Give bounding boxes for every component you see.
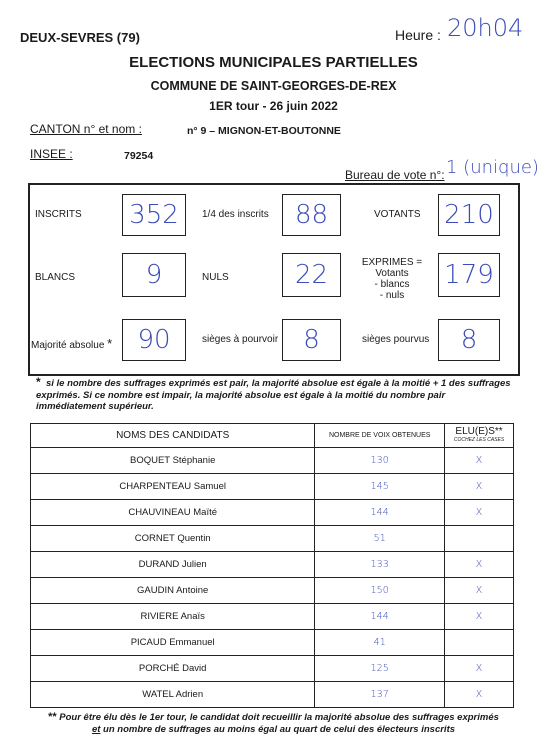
inscrits-label: INSCRITS xyxy=(35,209,82,220)
elected-checkbox[interactable]: X xyxy=(445,682,514,708)
quart-inscrits-value: 88 xyxy=(294,200,329,230)
election-round: 1ER tour - 26 juin 2022 xyxy=(209,99,338,113)
table-row xyxy=(31,630,514,656)
exprimes-value: 179 xyxy=(444,260,494,290)
col-votes-header: NOMBRE DE VOIX OBTENUES xyxy=(315,424,445,448)
votants-label: VOTANTS xyxy=(374,209,421,220)
candidate-name: GAUDIN Antoine xyxy=(31,578,315,604)
candidate-name: PORCHÉ David xyxy=(31,656,315,682)
candidate-votes: 133 xyxy=(315,552,445,578)
bureau-label: Bureau de vote n°: xyxy=(345,168,445,182)
candidate-votes: 125 xyxy=(315,656,445,682)
col-elu-header: ELU(E)S** COCHEZ LES CASES xyxy=(445,424,514,448)
table-row xyxy=(31,604,514,630)
nuls-value: 22 xyxy=(294,260,329,290)
majority-footnote: * si le nombre des suffrages exprimés est pair, la majorité absolue est égale à la moitié + 1 des suffrages exprimés. Si ce nombre est impair, la majorité absolue est égale à la moitié du nombre pair immédiatement supérieur. xyxy=(36,375,511,412)
candidate-votes: 41 xyxy=(315,630,445,656)
table-row xyxy=(31,474,514,500)
candidate-name: WATEL Adrien xyxy=(31,682,315,708)
candidate-votes: 144 xyxy=(315,500,445,526)
elected-checkbox[interactable]: X xyxy=(445,656,514,682)
sieges-pourvus-value: 8 xyxy=(460,325,478,355)
candidate-name: PICAUD Emmanuel xyxy=(31,630,315,656)
table-header-row xyxy=(31,424,514,448)
exprimes-label: EXPRIMES = Votants - blancs - nuls xyxy=(361,257,423,301)
nuls-label: NULS xyxy=(202,272,229,283)
elected-checkbox[interactable]: X xyxy=(445,474,514,500)
elected-checkbox[interactable]: X xyxy=(445,552,514,578)
candidate-name: RIVIERE Anaïs xyxy=(31,604,315,630)
table-row xyxy=(31,448,514,474)
bureau-value: 1 (unique) xyxy=(446,157,539,178)
candidate-name: BOQUET Stéphanie xyxy=(31,448,315,474)
candidate-name: DURAND Julien xyxy=(31,552,315,578)
department: DEUX-SEVRES (79) xyxy=(20,30,140,45)
page-title: ELECTIONS MUNICIPALES PARTIELLES xyxy=(129,54,418,71)
majorite-value: 90 xyxy=(137,325,171,355)
candidate-votes: 137 xyxy=(315,682,445,708)
candidate-name: CHARPENTEAU Samuel xyxy=(31,474,315,500)
blancs-label: BLANCS xyxy=(35,272,76,283)
elected-checkbox[interactable]: X xyxy=(445,448,514,474)
candidate-votes: 51 xyxy=(315,526,445,552)
sieges-pourvoir-label: sièges à pourvoir xyxy=(202,334,279,345)
candidate-votes: 130 xyxy=(315,448,445,474)
time-value: 20h04 xyxy=(447,14,524,42)
time-label: Heure : xyxy=(395,27,441,43)
insee-label: INSEE : xyxy=(30,147,73,161)
table-row xyxy=(31,552,514,578)
inscrits-value: 352 xyxy=(129,200,179,230)
sieges-pourvoir-value: 8 xyxy=(303,325,320,355)
blancs-value: 9 xyxy=(145,260,163,290)
elected-checkbox[interactable] xyxy=(445,630,514,656)
commune-name: COMMUNE DE SAINT-GEORGES-DE-REX xyxy=(150,79,397,93)
table-row xyxy=(31,578,514,604)
canton-label: CANTON n° et nom : xyxy=(30,122,142,136)
col-names-header: NOMS DES CANDIDATS xyxy=(31,424,315,448)
candidate-votes: 150 xyxy=(315,578,445,604)
majorite-label: Majorité absolue * xyxy=(31,336,113,351)
elected-checkbox[interactable]: X xyxy=(445,500,514,526)
candidates-table xyxy=(30,423,514,708)
candidate-name: CORNET Quentin xyxy=(31,526,315,552)
elected-checkbox[interactable]: X xyxy=(445,604,514,630)
table-row xyxy=(31,526,514,552)
candidate-votes: 145 xyxy=(315,474,445,500)
table-row xyxy=(31,656,514,682)
quart-inscrits-label: 1/4 des inscrits xyxy=(202,209,269,220)
votants-value: 210 xyxy=(444,200,494,230)
candidate-name: CHAUVINEAU Maïté xyxy=(31,500,315,526)
table-row xyxy=(31,682,514,708)
election-footnote: ** Pour être élu dès le 1er tour, le candidat doit recueillir la majorité absolue des suffrages exprimés et un nombre de suffrages au moins égal au quart de celui des électeurs inscrits xyxy=(48,711,499,735)
elected-checkbox[interactable] xyxy=(445,526,514,552)
candidate-votes: 144 xyxy=(315,604,445,630)
elected-checkbox[interactable]: X xyxy=(445,578,514,604)
table-row xyxy=(31,500,514,526)
insee-value: 79254 xyxy=(124,150,154,162)
canton-value: n° 9 – MIGNON-ET-BOUTONNE xyxy=(187,125,341,137)
sieges-pourvus-label: sièges pourvus xyxy=(362,334,430,345)
